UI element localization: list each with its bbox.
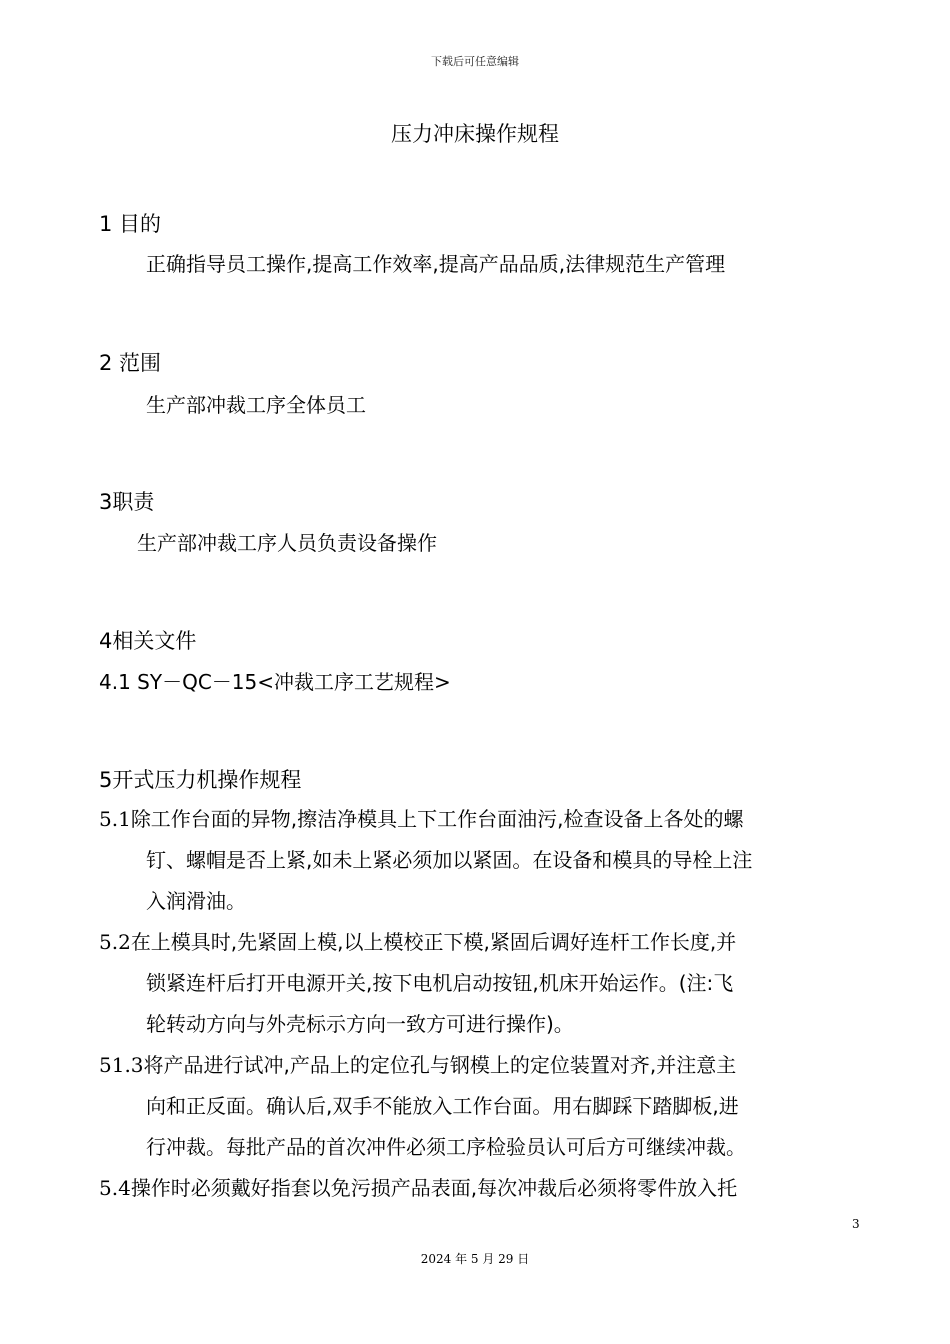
item-text: 行冲裁。每批产品的首次冲件必须工序检验员认可后方可继续冲裁。 [146, 1135, 746, 1159]
item-text: 锁紧连杆后打开电源开关,按下电机启动按钮,机床开始运作。(注:飞 [146, 971, 734, 995]
list-item-5-2 [99, 927, 864, 1050]
section-body-1: 正确指导员工操作,提高工作效率,提高产品品质,法律规范生产管理 [146, 252, 726, 276]
section-heading-3: 3职责 [99, 490, 155, 514]
item-number: 5.4 [99, 1176, 131, 1200]
list-item-line [99, 927, 864, 968]
footer-date: 2024 年 5 月 29 日 [420, 1252, 530, 1266]
header-note: 下载后可任意编辑 [431, 55, 519, 68]
section-heading-5: 5开式压力机操作规程 [99, 768, 302, 792]
list-item-line [99, 804, 864, 845]
item-text: 入润滑油。 [146, 889, 246, 913]
list-item-line [99, 1050, 864, 1091]
item-text: 操作时必须戴好指套以免污损产品表面,每次冲裁后必须将零件放入托 [130, 1176, 738, 1200]
section-heading-2: 2 范围 [99, 351, 162, 375]
section-body-4: 4.1 SY－QC－15<冲裁工序工艺规程> [99, 670, 451, 694]
item-text: 轮转动方向与外壳标示方向一致方可进行操作)。 [146, 1012, 574, 1036]
item-text: 在上模具时,先紧固上模,以上模校正下模,紧固后调好连杆工作长度,并 [130, 930, 737, 954]
page-title: 压力冲床操作规程 [391, 122, 559, 146]
section-body-2: 生产部冲裁工序全体员工 [146, 393, 366, 417]
list-item-line [99, 1173, 864, 1214]
item-text: 将产品进行试冲,产品上的定位孔与钢模上的定位装置对齐,并注意主 [143, 1053, 737, 1077]
page-number: 3 [852, 1217, 860, 1231]
section-body-3: 生产部冲裁工序人员负责设备操作 [137, 531, 437, 555]
item-text: 除工作台面的异物,擦洁净模具上下工作台面油污,检查设备上各处的螺 [130, 807, 744, 831]
section-heading-1: 1 目的 [99, 212, 162, 236]
item-text: 向和正反面。确认后,双手不能放入工作台面。用右脚踩下踏脚板,进 [146, 1094, 739, 1118]
list-item-5-1 [99, 804, 864, 927]
item-number: 51.3 [99, 1053, 144, 1077]
section-heading-4: 4相关文件 [99, 629, 197, 653]
item-text: 钉、螺帽是否上紧,如未上紧必须加以紧固。在设备和模具的导栓上注 [146, 848, 753, 872]
item-number: 5.2 [99, 930, 131, 954]
list-item-5-4 [99, 1173, 864, 1214]
list-item-5-3 [99, 1050, 864, 1173]
item-number: 5.1 [99, 807, 131, 831]
